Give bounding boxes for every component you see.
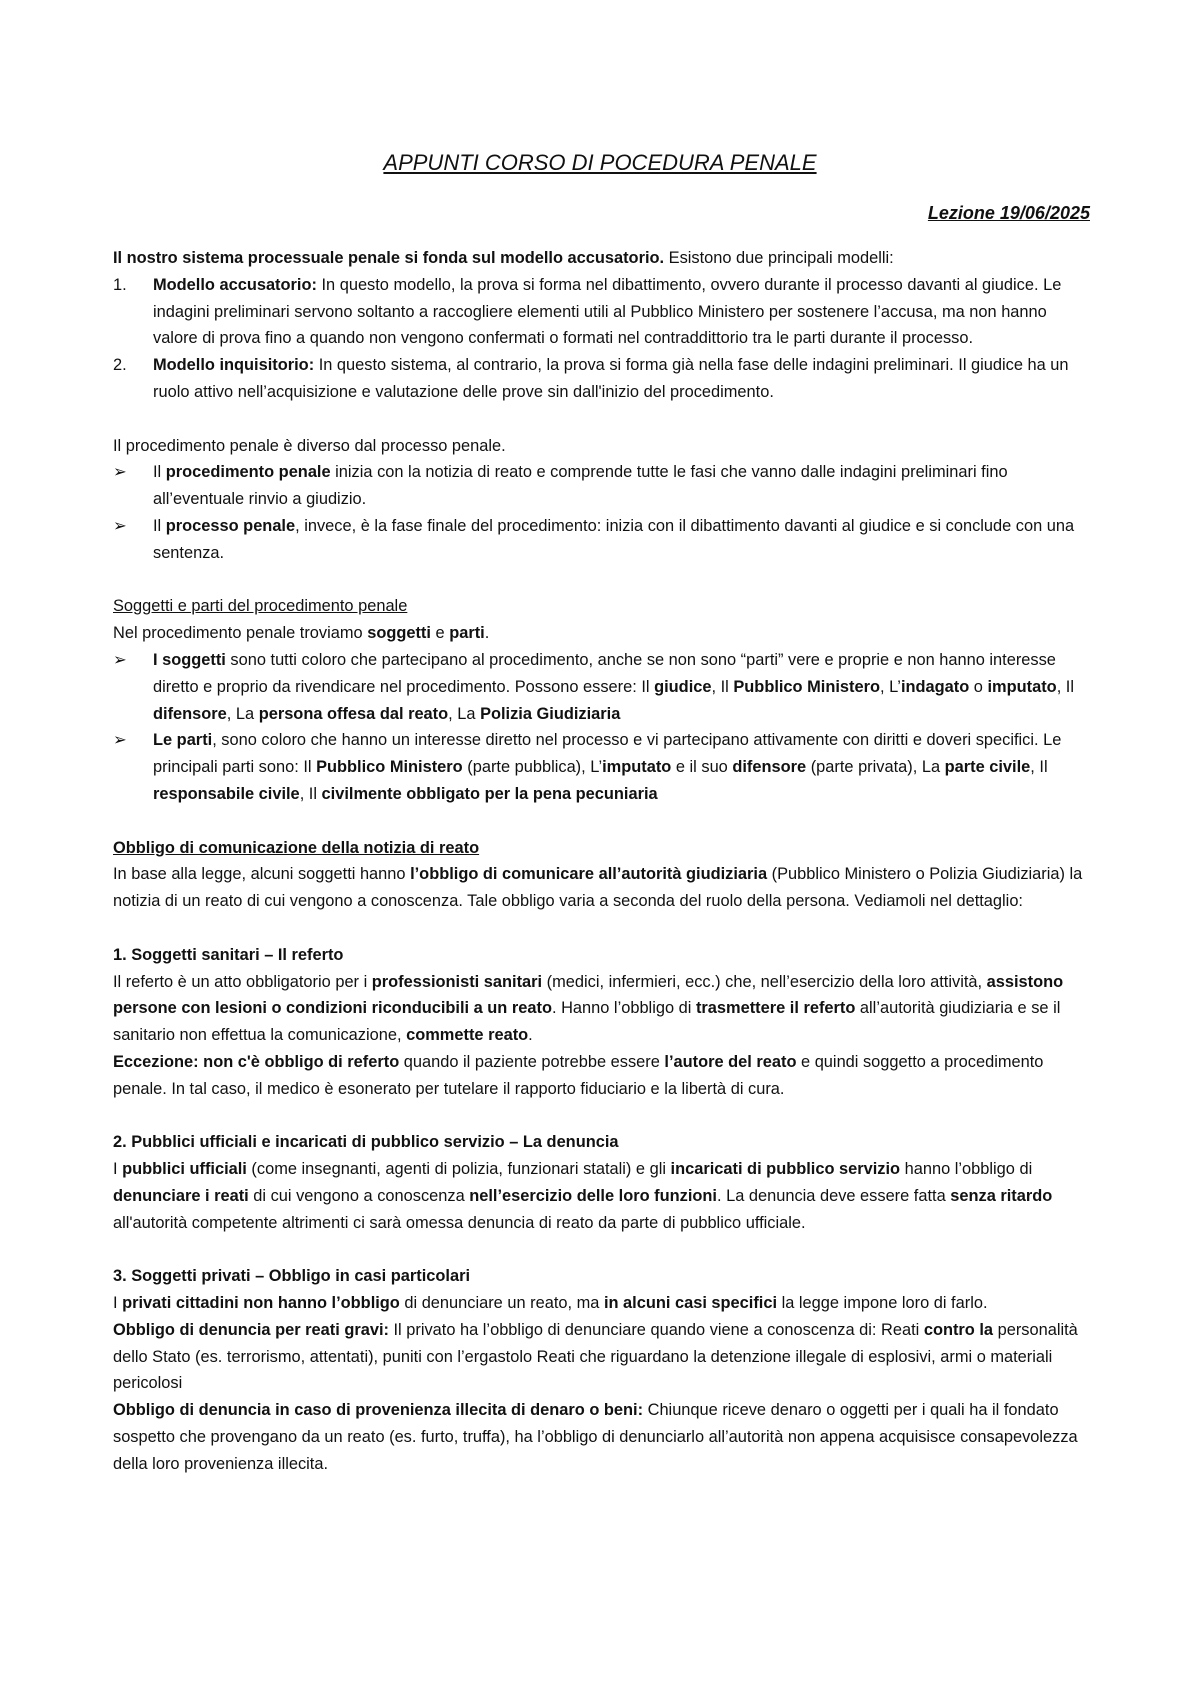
soggetti-intro: Nel procedimento penale troviamo soggetti e parti. bbox=[113, 624, 490, 643]
document-title: APPUNTI CORSO DI POCEDURA PENALE bbox=[383, 150, 817, 175]
section-heading-soggetti: Soggetti e parti del procedimento penale bbox=[113, 597, 408, 616]
subsection-heading-sanitari: 1. Soggetti sanitari – Il referto bbox=[113, 945, 344, 964]
bullet-processo: ➢ Il processo penale, invece, è la fase finale del procedimento: inizia con il dibattimento davanti al giudice e si conclude con una sentenza. bbox=[113, 513, 1085, 567]
arrow-bullet-icon: ➢ bbox=[113, 463, 127, 482]
list-number: 2. bbox=[113, 356, 127, 375]
arrow-bullet-icon: ➢ bbox=[113, 516, 127, 535]
list-item-model-accusatorio: 1. Modello accusatorio: In questo modello, la prova si forma nel dibattimento, ovvero durante il processo davanti al giudice. Le indagini preliminari servono soltanto a raccogliere elementi utili al Pubblico Ministero per sostenere l’accusa, ma non hanno valore di prova fino a quando non vengono confermati o formati nel contraddittorio tra le parti durante il processo. bbox=[113, 272, 1085, 352]
list-number: 1. bbox=[113, 275, 127, 294]
subsection-heading-privati: 3. Soggetti privati – Obbligo in casi particolari bbox=[113, 1267, 471, 1286]
subsection-heading-pubblici: 2. Pubblici ufficiali e incaricati di pubblico servizio – La denuncia bbox=[113, 1133, 619, 1152]
bullet-procedimento: ➢ Il procedimento penale inizia con la notizia di reato e comprende tutte le fasi che vanno dalle indagini preliminari fino all’eventuale rinvio a giudizio. bbox=[113, 459, 1085, 513]
procedimento-intro: Il procedimento penale è diverso dal processo penale. bbox=[113, 436, 506, 455]
privati-paragraph: I privati cittadini non hanno l’obbligo di denunciare un reato, ma in alcuni casi specifici la legge impone loro di farlo. bbox=[113, 1294, 988, 1313]
document-body bbox=[113, 245, 1085, 1478]
intro-paragraph: Il nostro sistema processuale penale si fonda sul modello accusatorio. Esistono due principali modelli: bbox=[113, 249, 894, 267]
bullet-parti: ➢ Le parti, sono coloro che hanno un interesse diretto nel processo e vi partecipano attivamente con diritti e doveri specifici. Le principali parti sono: Il Pubblico Ministero (parte pubblica), L’imputato e il suo difensore (parte privata), La parte civile, Il responsabile civile, Il civilmente obbligato per la pena pecuniaria bbox=[113, 727, 1085, 807]
list-item-model-inquisitorio: 2. Modello inquisitorio: In questo sistema, al contrario, la prova si forma già nella fase delle indagini preliminari. Il giudice ha un ruolo attivo nell’acquisizione e valutazione delle prove sin dall'inizio del procedimento. bbox=[113, 352, 1085, 406]
arrow-bullet-icon: ➢ bbox=[113, 650, 127, 669]
sanitari-eccezione: Eccezione: non c'è obbligo di referto quando il paziente potrebbe essere l’autore del reato e quindi soggetto a procedimento penale. In tal caso, il medico è esonerato per tutelare il rapporto fiduciario e la libertà di cura. bbox=[113, 1052, 1044, 1098]
bullet-soggetti: ➢ I soggetti sono tutti coloro che partecipano al procedimento, anche se non sono “parti” vere e proprie e non hanno interesse diretto e proprio da rivendicare nel procedimento. Possono essere: Il giudice, Il Pubblico Ministero, L’indagato o imputato, Il difensore, La persona offesa dal reato, La Polizia Giudiziaria bbox=[113, 647, 1085, 727]
pubblici-paragraph: I pubblici ufficiali (come insegnanti, agenti di polizia, funzionari statali) e gli incaricati di pubblico servizio hanno l’obbligo di denunciare i reati di cui vengono a conoscenza nell’esercizio delle loro funzioni. La denuncia deve essere fatta senza ritardo all'autorità competente altrimenti ci sarà omessa denuncia di reato da parte di pubblico ufficiale. bbox=[113, 1160, 1053, 1232]
section-heading-obbligo: Obbligo di comunicazione della notizia di reato bbox=[113, 838, 480, 857]
obbligo-paragraph: In base alla legge, alcuni soggetti hanno l’obbligo di comunicare all’autorità giudiziaria (Pubblico Ministero o Polizia Giudiziaria) la notizia di un reato di cui vengono a conoscenza. Tale obbligo varia a seconda del ruolo della persona. Vediamoli nel dettaglio: bbox=[113, 865, 1083, 911]
sanitari-paragraph: Il referto è un atto obbligatorio per i professionisti sanitari (medici, infermieri, ecc.) che, nell’esercizio della loro attività, assistono persone con lesioni o condizioni riconducibili a un reato. Hanno l’obbligo di trasmettere il referto all’autorità giudiziaria e se il sanitario non effettua la comunicazione, commette reato. bbox=[113, 972, 1064, 1045]
arrow-bullet-icon: ➢ bbox=[113, 731, 127, 750]
privati-provenienza-illecita: Obbligo di denuncia in caso di provenienza illecita di denaro o beni: Chiunque riceve denaro o oggetti per i quali ha il fondato sospetto che provengano da un reato (es. furto, truffa), ha l’obbligo di denunciarlo all’autorità non appena acquisisce consapevolezza della loro provenienza illecita. bbox=[113, 1401, 1078, 1473]
privati-reati-gravi: Obbligo di denuncia per reati gravi: Il privato ha l’obbligo di denunciare quando viene a conoscenza di: Reati contro la personalità dello Stato (es. terrorismo, attentati), puniti con l’ergastolo Reati che riguardano la detenzione illegale di esplosivi, armi o materiali pericolosi bbox=[113, 1320, 1078, 1393]
lesson-date: Lezione 19/06/2025 bbox=[927, 203, 1090, 223]
